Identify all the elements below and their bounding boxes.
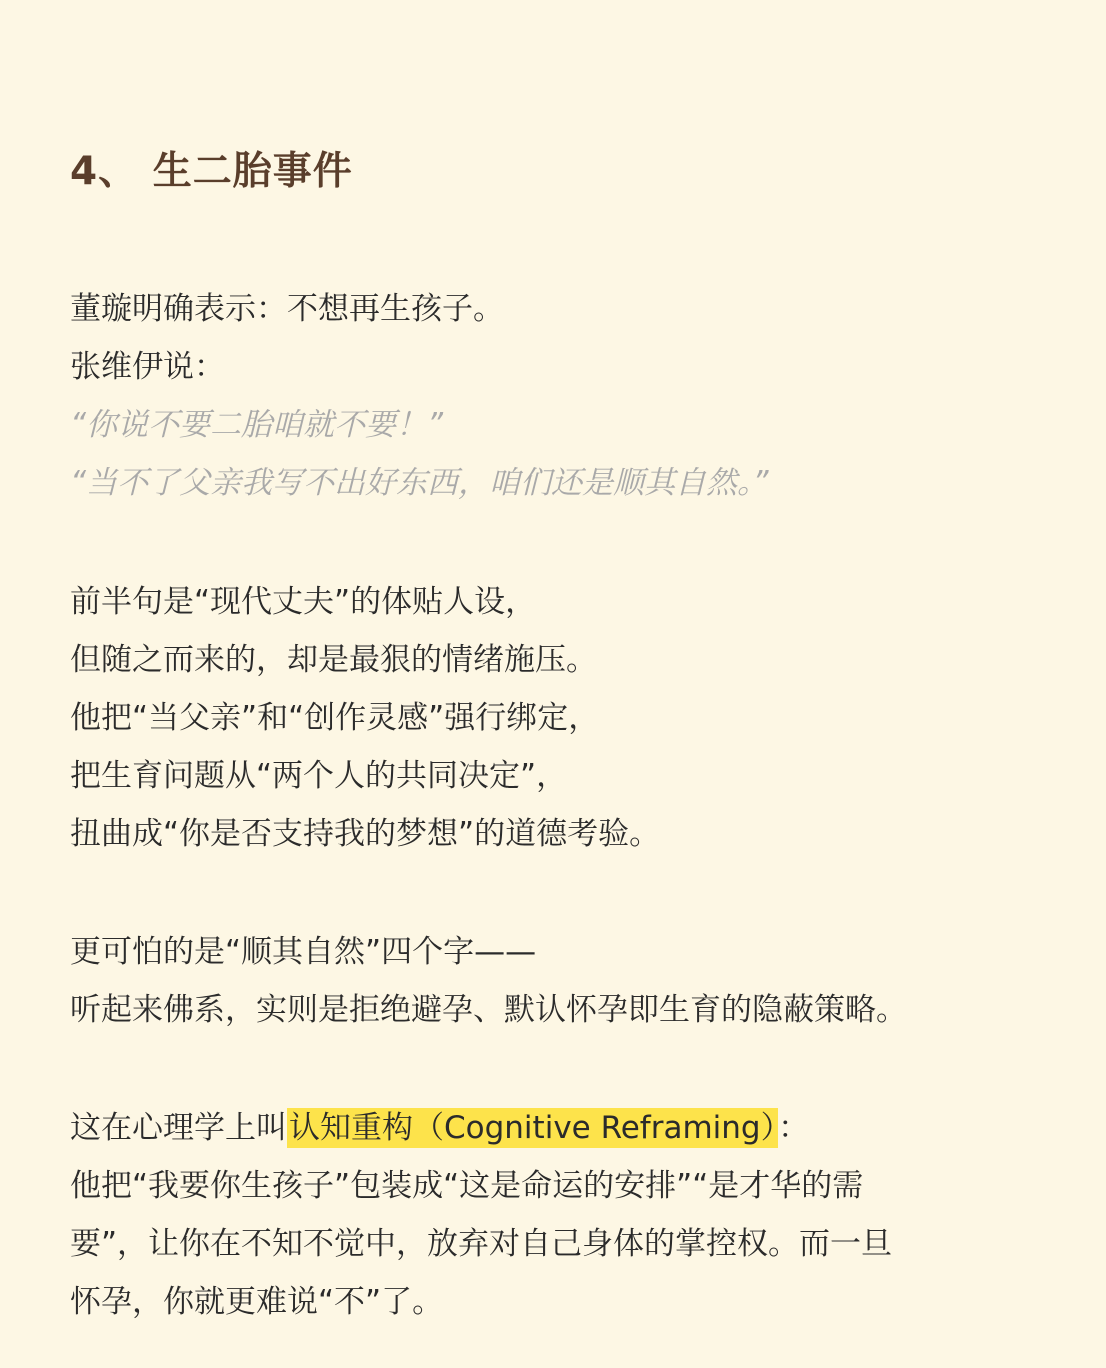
paragraph-line: 他把“我要你生孩子”包装成“这是命运的安排”“是才华的需 bbox=[70, 1168, 864, 1204]
section-title: 4、 生二胎事件 bbox=[70, 149, 353, 194]
text-segment: 这在心理学上叫 bbox=[70, 1110, 287, 1146]
paragraph-line: 但随之而来的，却是最狠的情绪施压。 bbox=[70, 642, 597, 678]
paragraph-line: 董璇明确表示：不想再生孩子。 bbox=[70, 291, 504, 327]
paragraph-line: 张维伊说： bbox=[70, 349, 225, 385]
highlighted-term: 认知重构（Cognitive Reframing） bbox=[289, 1110, 777, 1146]
paragraph-line bbox=[70, 1099, 809, 1157]
text-segment: ： bbox=[778, 1110, 810, 1146]
paragraph-line: 更可怕的是“顺其自然”四个字—— bbox=[70, 934, 537, 970]
paragraph-line: 扭曲成“你是否支持我的梦想”的道德考验。 bbox=[70, 816, 661, 852]
quote-line: “当不了父亲我写不出好东西，咱们还是顺其自然。” bbox=[70, 465, 769, 501]
paragraph-line: 前半句是“现代丈夫”的体贴人设， bbox=[70, 584, 537, 620]
paragraph-line: 听起来佛系，实则是拒绝避孕、默认怀孕即生育的隐蔽策略。 bbox=[70, 992, 907, 1028]
paragraph-line: 怀孕，你就更难说“不”了。 bbox=[70, 1284, 444, 1320]
paragraph-line: 要”，让你在不知不觉中，放弃对自己身体的掌控权。而一旦 bbox=[70, 1226, 893, 1262]
quote-line: “你说不要二胎咱就不要！” bbox=[70, 407, 444, 443]
paragraph-line: 把生育问题从“两个人的共同决定”， bbox=[70, 758, 568, 794]
paragraph-line: 他把“当父亲”和“创作灵感”强行绑定， bbox=[70, 700, 600, 736]
